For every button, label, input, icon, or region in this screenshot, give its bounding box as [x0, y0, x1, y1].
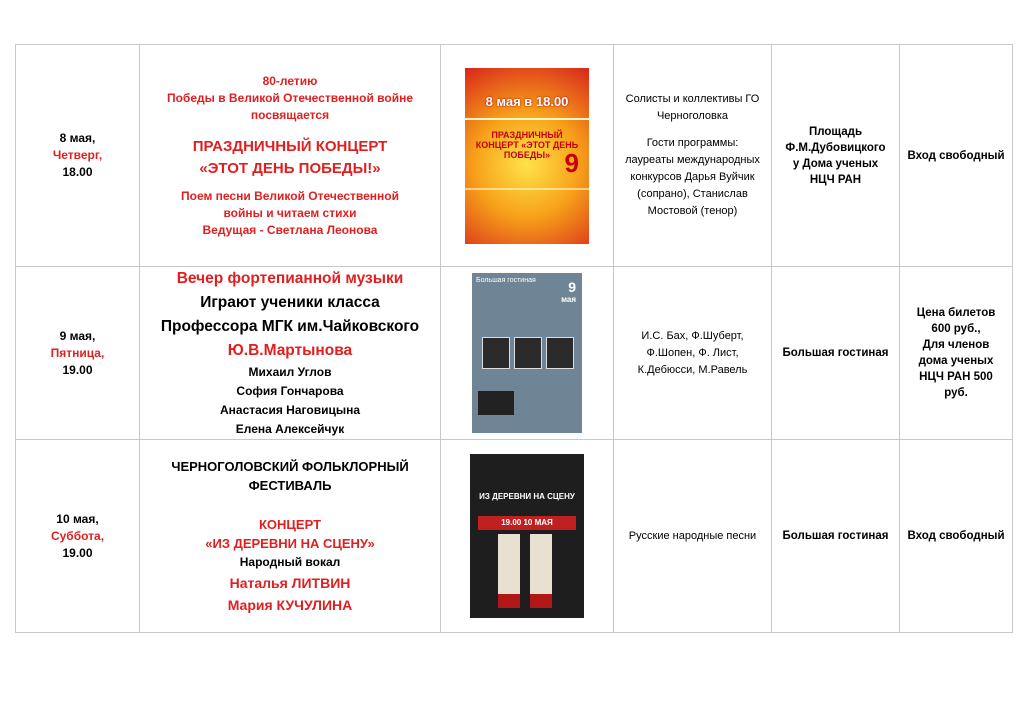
schedule-table — [15, 44, 1013, 633]
weekday: Четверг, — [52, 148, 103, 162]
performer-name: Мария КУЧУЛИНА — [227, 596, 353, 613]
entry-cell — [900, 45, 1013, 267]
performer-name: Анастасия Наговицына — [219, 403, 360, 417]
time: 19.00 — [62, 545, 93, 560]
program-line: Играют ученики класса — [200, 294, 380, 311]
entry-line: Вход свободный — [907, 149, 1005, 162]
entry-line: НЦЧ РАН 500 — [919, 371, 993, 383]
place-line: Большая гостиная — [782, 347, 889, 359]
place-line: Ф.М.Дубовицкого — [785, 141, 886, 154]
date: 10 мая, — [56, 511, 99, 526]
poster-cell — [441, 267, 614, 440]
performers-cell — [614, 267, 772, 440]
piano-photo — [478, 391, 514, 415]
program-title: «ИЗ ДЕРЕВНИ НА СЦЕНУ» — [205, 535, 375, 551]
entry-line: руб. — [944, 387, 968, 399]
program-cell — [140, 267, 441, 440]
figure-illustration — [530, 534, 552, 608]
date-cell — [16, 440, 140, 633]
performer-name: Михаил Углов — [248, 365, 332, 379]
date-cell — [16, 267, 140, 440]
time: 19.00 — [62, 362, 93, 377]
table-row — [16, 440, 1013, 633]
poster-number: 9 — [568, 279, 576, 295]
place-line: Большая гостиная — [782, 530, 889, 542]
date: 9 мая, — [59, 328, 96, 343]
weekday: Суббота, — [50, 528, 105, 543]
program-line: войны и читаем стихи — [223, 205, 357, 220]
poster-title: ПРАЗДНИЧНЫЙ КОНЦЕРТ «ЭТОТ ДЕНЬ ПОБЕДЫ» — [475, 129, 579, 160]
program-line: Ведущая - Светлана Леонова — [202, 222, 378, 237]
program-line: 80-летию — [262, 73, 318, 88]
program-title: КОНЦЕРТ — [258, 516, 322, 532]
program-line: Поем песни Великой Отечественной — [180, 188, 400, 203]
program-line: Народный вокал — [239, 554, 341, 569]
time: 18.00 — [62, 165, 93, 179]
date: 8 мая, — [59, 131, 96, 145]
poster-title: ИЗ ДЕРЕВНИ НА СЦЕНУ — [479, 492, 575, 501]
poster-header: Большая гостиная — [476, 277, 536, 284]
poster-cell — [441, 440, 614, 633]
program-cell — [140, 440, 441, 633]
performers-line: лауреаты международных — [625, 154, 760, 166]
poster-cell — [441, 45, 614, 267]
program-line: ЧЕРНОГОЛОВСКИЙ ФОЛЬКЛОРНЫЙ — [171, 458, 409, 474]
piano-poster-image — [472, 273, 582, 433]
entry-line: дома ученых — [918, 355, 994, 367]
poster-month: мая — [561, 295, 576, 304]
portrait-photo — [546, 337, 574, 369]
portrait-photo — [514, 337, 542, 369]
performer-name: София Гончарова — [236, 384, 344, 398]
entry-line: 600 руб., — [931, 323, 981, 335]
performers-cell — [614, 440, 772, 633]
entry-cell — [900, 440, 1013, 633]
program-line: ФЕСТИВАЛЬ — [248, 477, 332, 493]
place-line: у Дома ученых — [792, 157, 879, 170]
poster-date: 8 мая в 18.00 — [485, 93, 569, 109]
performers-line: И.С. Бах, Ф.Шуберт, — [641, 329, 744, 342]
program-cell — [140, 45, 441, 267]
program-title: ПРАЗДНИЧНЫЙ КОНЦЕРТ — [192, 137, 388, 155]
entry-line: Для членов — [922, 339, 990, 351]
table-row — [16, 267, 1013, 440]
poster-number: 9 — [564, 147, 579, 178]
place-cell — [772, 267, 900, 440]
performers-line: Ф.Шопен, Ф. Лист, — [646, 346, 739, 359]
weekday: Пятница, — [50, 345, 105, 360]
place-cell — [772, 45, 900, 267]
place-line: НЦЧ РАН — [809, 173, 862, 186]
program-title: Вечер фортепианной музыки — [176, 270, 404, 287]
performers-line: Солисты и коллективы ГО — [625, 93, 760, 105]
place-cell — [772, 440, 900, 633]
table-row — [16, 45, 1013, 267]
portrait-photo — [482, 337, 510, 369]
program-line: Профессора МГК им.Чайковского — [160, 318, 420, 335]
date-cell — [16, 45, 140, 267]
program-line: Победы в Великой Отечественной войне — [166, 90, 414, 105]
performers-line: Русские народные песни — [628, 529, 757, 542]
performers-line: Гости программы: — [646, 137, 739, 149]
poster-date: 19.00 10 МАЯ — [478, 516, 576, 530]
entry-line: Цена билетов — [916, 307, 996, 319]
program-title: «ЭТОТ ДЕНЬ ПОБЕДЫ!» — [199, 159, 381, 177]
figure-illustration — [498, 534, 520, 608]
performers-line: Мостовой (тенор) — [647, 205, 738, 217]
program-line: Ю.В.Мартынова — [227, 342, 353, 359]
place-line: Площадь — [808, 125, 863, 138]
entry-cell — [900, 267, 1013, 440]
performers-cell — [614, 45, 772, 267]
performer-name: Елена Алексейчук — [235, 422, 345, 436]
entry-line: Вход свободный — [907, 530, 1005, 542]
performers-line: Черноголовка — [656, 110, 729, 122]
performers-line: К.Дебюсси, М.Равель — [637, 363, 748, 376]
performer-name: Наталья ЛИТВИН — [229, 574, 351, 591]
performers-line: (сопрано), Станислав — [637, 188, 748, 200]
concert-poster-image — [465, 68, 589, 244]
folk-poster-image — [470, 454, 584, 618]
performers-line: конкурсов Дарья Вуйчик — [630, 171, 755, 183]
program-line: посвящается — [250, 107, 330, 122]
